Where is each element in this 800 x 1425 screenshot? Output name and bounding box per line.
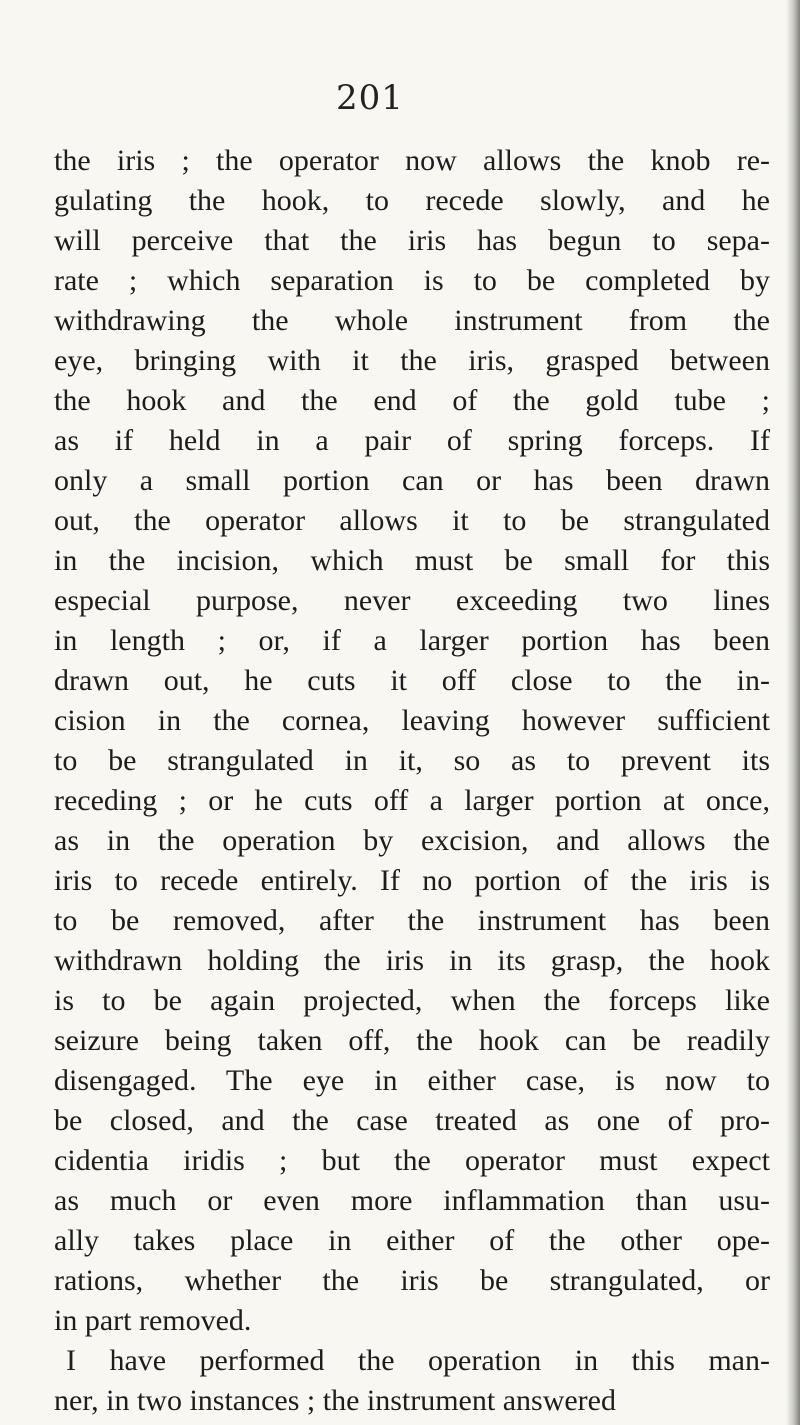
text-line: ally takes place in either of the other ope- xyxy=(54,1224,770,1257)
text-line: to be removed, after the instrument has been xyxy=(54,904,770,937)
text-line: out, the operator allows it to be strangulated xyxy=(54,504,770,537)
text-line: receding ; or he cuts off a larger portion at once, xyxy=(54,784,770,817)
text-line: withdrawing the whole instrument from the xyxy=(54,304,770,337)
text-line: be closed, and the case treated as one of pro- xyxy=(54,1104,770,1137)
text-line: eye, bringing with it the iris, grasped between xyxy=(54,344,770,377)
text-line: cidentia iridis ; but the operator must expect xyxy=(54,1144,770,1177)
text-line: disengaged. The eye in either case, is now to xyxy=(54,1064,770,1097)
text-line: rate ; which separation is to be completed by xyxy=(54,264,770,297)
text-line: iris to recede entirely. If no portion of the iris is xyxy=(54,864,770,897)
text-line: seizure being taken off, the hook can be readily xyxy=(54,1024,770,1057)
text-line: only a small portion can or has been drawn xyxy=(54,464,770,497)
text-line: gulating the hook, to recede slowly, and he xyxy=(54,184,770,217)
text-line: rations, whether the iris be strangulated, or xyxy=(54,1264,770,1297)
text-line: in the incision, which must be small for this xyxy=(54,544,770,577)
text-line: I have performed the operation in this man- xyxy=(66,1344,770,1377)
text-line: as much or even more inflammation than usu- xyxy=(54,1184,770,1217)
text-line: will perceive that the iris has begun to sepa- xyxy=(54,224,770,257)
text-line: to be strangulated in it, so as to prevent its xyxy=(54,744,770,777)
text-line: in length ; or, if a larger portion has been xyxy=(54,624,770,657)
text-line: is to be again projected, when the forceps like xyxy=(54,984,770,1017)
text-line: as if held in a pair of spring forceps. If xyxy=(54,424,770,457)
text-line: ner, in two instances ; the instrument answered xyxy=(54,1384,616,1417)
text-line: in part removed. xyxy=(54,1304,252,1337)
text-line: cision in the cornea, leaving however sufficient xyxy=(54,704,770,737)
text-line: as in the operation by excision, and allows the xyxy=(54,824,770,857)
text-line: the hook and the end of the gold tube ; xyxy=(54,384,770,417)
text-line: the iris ; the operator now allows the knob re- xyxy=(54,144,770,177)
text-line: especial purpose, never exceeding two lines xyxy=(54,584,770,617)
page-number: 201 xyxy=(336,78,404,118)
text-line: withdrawn holding the iris in its grasp, the hook xyxy=(54,944,770,977)
text-line: drawn out, he cuts it off close to the in- xyxy=(54,664,770,697)
page-edge-shadow xyxy=(786,0,800,1425)
